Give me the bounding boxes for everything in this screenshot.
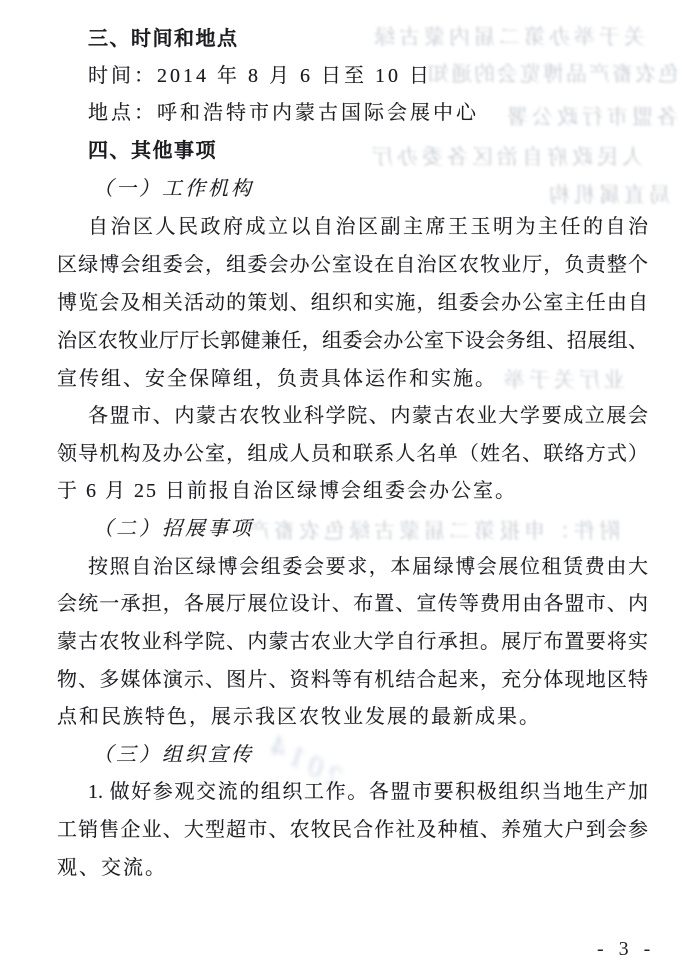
bleedthrough-text: 局直属机构 [545,183,670,207]
subheading-publicity: （三）组织宣传 [93,744,254,766]
body-line: 博览会及相关活动的策划、组织和实施，组委会办公室主任由自 [57,292,648,314]
body-line: 区绿博会组委会，组委会办公室设在自治区农牧业厅，负责整个 [57,254,648,276]
body-line: 治区农牧业厅厅长郭健兼任，组委会办公室下设会务组、招展组、 [57,330,648,352]
body-line: 点和民族特色，展示我区农牧业发展的最新成果。 [57,706,541,728]
body-line: 工销售企业、大型超市、农牧民合作社及种植、养殖大户到会参 [57,819,648,841]
body-line: 各盟市、内蒙古农牧业科学院、内蒙古农业大学要成立展会 [88,405,648,427]
subheading-exhibition: （二）招展事项 [93,518,254,540]
bleedthrough-text: 人民政府自治区各委办厅 [368,145,643,169]
body-line: 宣传组、安全保障组，负责具体运作和实施。 [57,368,497,390]
bleedthrough-text: 色农畜产品博览会的通知 [426,62,679,86]
heading-section-four: 四、其他事项 [88,140,217,162]
bleedthrough-text: 各盟市行政公署 [503,105,678,129]
body-line: 自治区人民政府成立以自治区副主席王玉明为主任的自治 [88,216,648,238]
body-line: 领导机构及办公室，组成人员和联系人名单（姓名、联络方式） [57,443,648,465]
page-number: - 3 - [597,938,656,960]
body-line: 物、多媒体演示、图片、资料等有机结合起来，充分体现地区特 [57,669,648,691]
bleedthrough-text: 业厅关于举 [500,368,625,392]
bleedthrough-text: 关于举办第二届内蒙古绿 [370,25,645,49]
line-location: 地点：呼和浩特市内蒙古国际会展中心 [88,102,479,124]
subheading-work-organ: （一）工作机构 [93,178,254,200]
heading-section-three: 三、时间和地点 [88,28,239,50]
body-line: 观、交流。 [57,857,167,879]
body-line: 会统一承担，各展厅展位设计、布置、宣传等费用由各盟市、内 [57,593,648,615]
bleedthrough-text: 附件：申报第二届蒙古绿色农畜产 [245,519,620,543]
body-line: 于 6 月 25 日前报自治区绿博会组委会办公室。 [57,480,517,502]
stamp-bleedthrough: 2014 [259,726,350,795]
body-line: 蒙古农牧业科学院、内蒙古农业大学自行承担。展厅布置要将实 [57,631,648,653]
line-time: 时间：2014 年 8 月 6 日至 10 日 [88,65,432,87]
body-line: 1. 做好参观交流的组织工作。各盟市要积极组织当地生产加 [88,781,648,803]
body-line: 按照自治区绿博会组委会要求，本届绿博会展位租赁费由大 [88,556,648,578]
